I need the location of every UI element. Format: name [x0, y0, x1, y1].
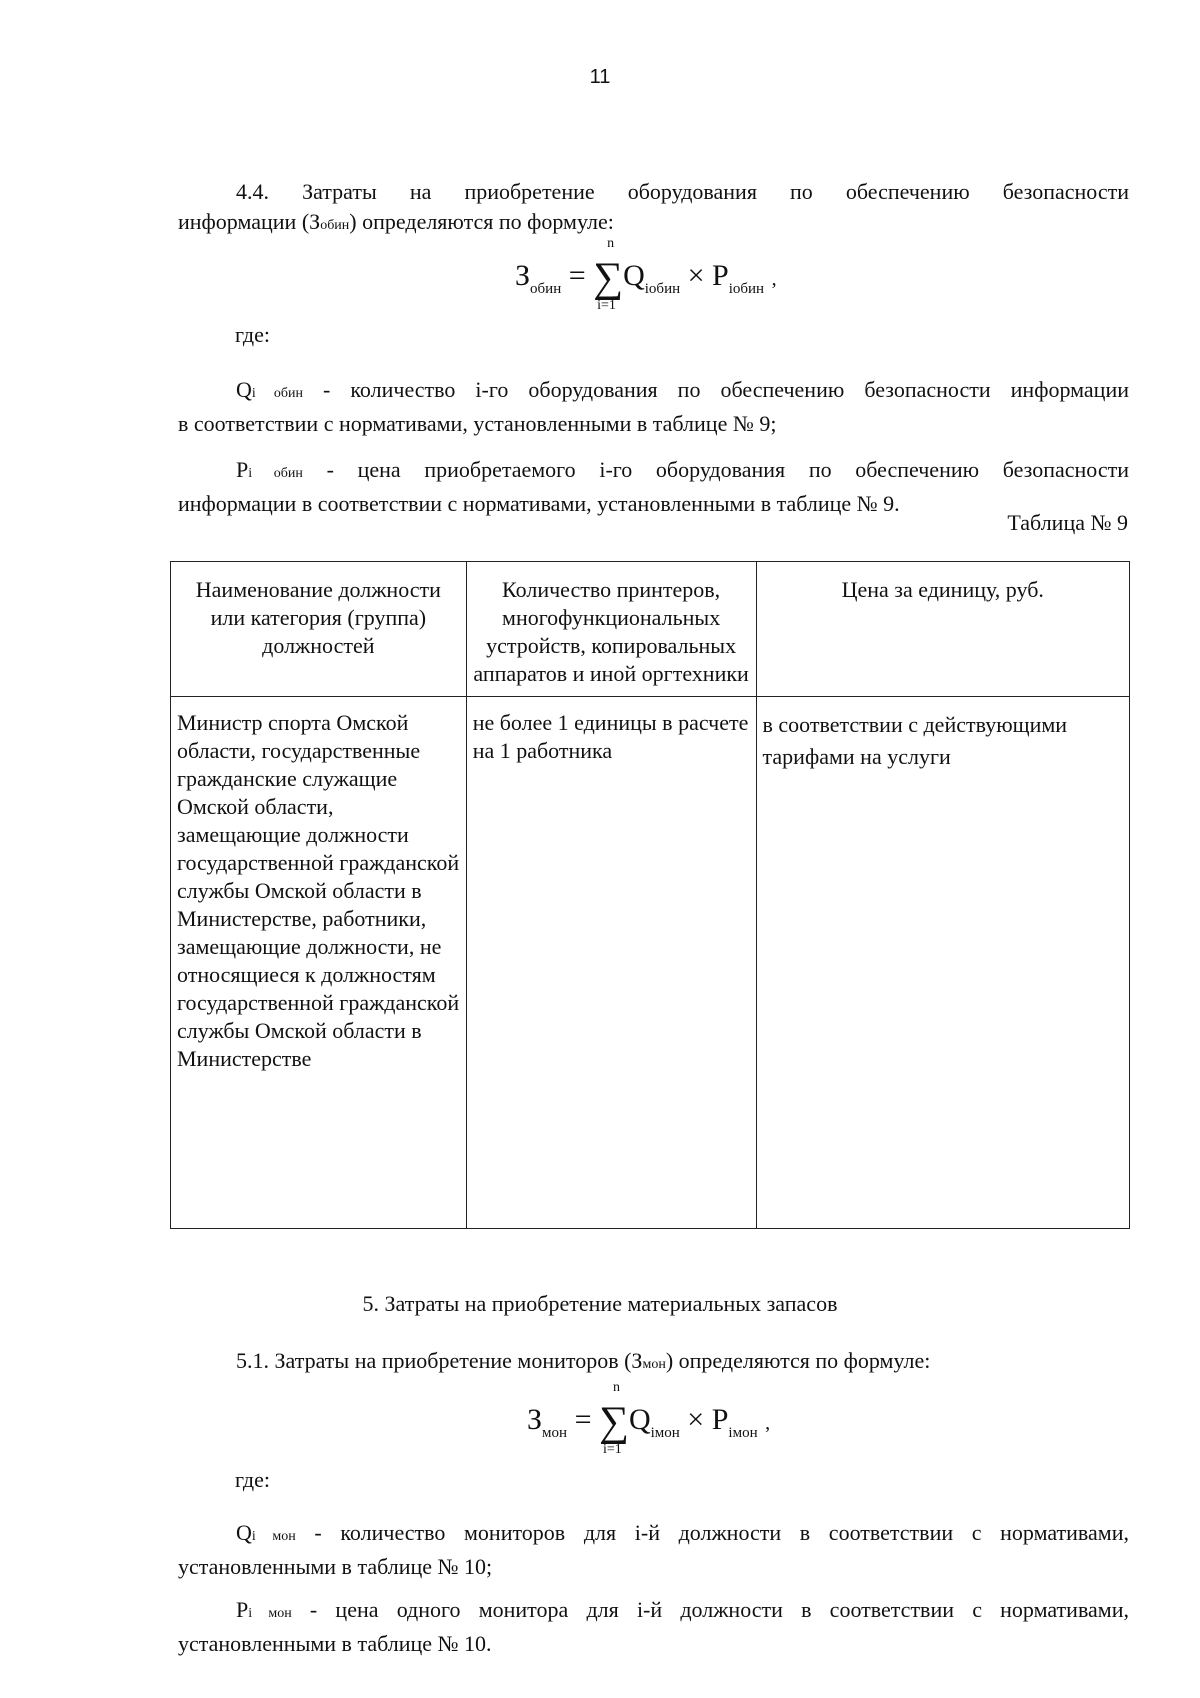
table-header-position: Наименование должности или категория (группа) должностей — [171, 562, 467, 697]
table-header-price: Цена за единицу, руб. — [756, 562, 1129, 697]
definition-p-mon: Pi мон - цена одного монитора для i-й должности в соответствии с нормативами, установленными в таблице № 10. — [178, 1597, 1130, 1656]
where-label-1: где: — [235, 322, 270, 347]
formula-obin: $З_{обин}$ = n ∑ i=1 $Q_{iобин} \times P_{iобин}$ , — [515, 236, 777, 313]
table-cell-quantity: не более 1 единицы в расчете на 1 работника — [466, 697, 756, 1229]
definition-q-mon: Qi мон - количество мониторов для i-й должности в соответствии с нормативами, установленными в таблице № 10; — [178, 1520, 1129, 1579]
section-4-4-line2: информации (Зобин) определяются по формуле: — [178, 209, 614, 234]
table-row — [171, 697, 1130, 1229]
definition-q-obin: Qi обин - количество i-го оборудования по обеспечению безопасности информации в соответствии с нормативами, установленными в таблице № 9; — [178, 377, 1129, 436]
table-cell-price: в соответствии с действующими тарифами на услуги — [756, 697, 1129, 1229]
page-number: 11 — [589, 66, 611, 88]
section-5-title: 5. Затраты на приобретение материальных запасов — [362, 1291, 838, 1316]
where-label-2: где: — [235, 1467, 270, 1492]
table-header-quantity: Количество принтеров, многофункциональных устройств, копировальных аппаратов и иной оргтехники — [466, 562, 756, 697]
section-4-4-paragraph — [178, 177, 1129, 241]
section-4-4-line1: 4.4. Затраты на приобретение оборудования по обеспечению безопасности — [236, 179, 1129, 204]
definition-p-obin: Pi обин - цена приобретаемого i-го оборудования по обеспечению безопасности информации в соответствии с нормативами, установленными в таблице № 9. — [178, 457, 1129, 516]
section-5-1-paragraph: 5.1. Затраты на приобретение мониторов (Змон) определяются по формуле: — [236, 1348, 931, 1373]
table-cell-position: Министр спорта Омской области, государственные гражданские служащие Омской области, замещающие должности государственной гражданской службы Омской области в Министерстве, работники, замещающие должности, не относящиеся к должностям государственной гражданской службы Омской области в Министерстве — [171, 697, 467, 1229]
table-9-caption: Таблица № 9 — [1007, 510, 1128, 535]
table-header-row — [171, 562, 1130, 697]
table-9 — [170, 561, 1130, 1229]
formula-mon: $З_{мон}$ = n ∑ i=1 $Q_{iмон} \times P_{iмон}$ , — [527, 1380, 771, 1457]
